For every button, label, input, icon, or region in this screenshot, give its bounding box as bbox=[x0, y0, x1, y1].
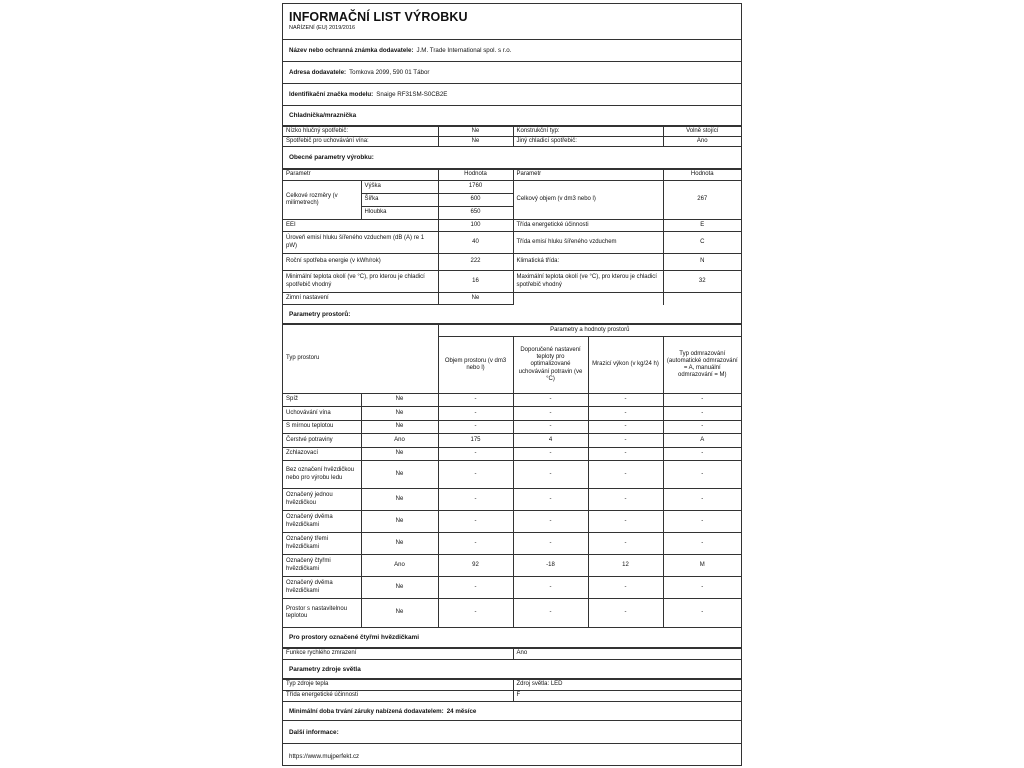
compartment-name: Čerstvé potraviny bbox=[283, 434, 361, 448]
noise-class-label: Třída emisí hluku šířeného vzduchem bbox=[513, 232, 663, 254]
fast-freeze-value: Ano bbox=[513, 649, 741, 660]
temperature-column-header: Doporučené nastavení teploty pro optimalizované uchovávání potravin (ve °C) bbox=[513, 337, 588, 394]
compartment-temperature: - bbox=[513, 533, 588, 555]
compartment-row bbox=[283, 461, 741, 489]
width-value: 600 bbox=[438, 194, 513, 207]
compartment-defrost-type: - bbox=[663, 394, 741, 407]
max-ambient-value: 32 bbox=[663, 271, 741, 293]
light-class-row bbox=[283, 691, 741, 702]
min-ambient-label: Minimální teplota okolí (ve °C), pro kterou je chladicí spotřebič vhodný bbox=[283, 271, 438, 293]
compartment-present: Ne bbox=[361, 461, 438, 489]
category-table bbox=[283, 126, 741, 147]
noise-class-value: C bbox=[663, 232, 741, 254]
winter-setting-value: Ne bbox=[438, 293, 513, 305]
compartment-name: S mírnou teplotou bbox=[283, 421, 361, 434]
supplier-name-row bbox=[283, 40, 741, 62]
compartment-volume: - bbox=[438, 461, 513, 489]
warranty-value: 24 měsíce bbox=[446, 707, 477, 715]
energy-class-value: E bbox=[663, 220, 741, 232]
compartment-row bbox=[283, 421, 741, 434]
compartment-row bbox=[283, 599, 741, 628]
compartment-freezing-capacity: - bbox=[588, 434, 663, 448]
category-row bbox=[283, 127, 741, 137]
eei-value: 100 bbox=[438, 220, 513, 232]
compartment-volume: - bbox=[438, 511, 513, 533]
volume-column-header: Objem prostoru (v dm3 nebo l) bbox=[438, 337, 513, 394]
compartment-volume: - bbox=[438, 448, 513, 461]
compartment-volume: - bbox=[438, 577, 513, 599]
design-type-value: Volně stojící bbox=[663, 127, 741, 137]
compartment-row bbox=[283, 489, 741, 511]
four-star-heading: Pro prostory označené čtyřmi hvězdičkami bbox=[283, 628, 741, 648]
eei-row bbox=[283, 220, 741, 232]
compartment-freezing-capacity: - bbox=[588, 533, 663, 555]
compartment-defrost-type: - bbox=[663, 461, 741, 489]
param-header: Parametr bbox=[283, 170, 438, 181]
winter-setting-label: Zimní nastavení bbox=[283, 293, 438, 305]
compartment-present: Ne bbox=[361, 577, 438, 599]
compartment-row bbox=[283, 434, 741, 448]
depth-value: 650 bbox=[438, 207, 513, 220]
empty-cell bbox=[663, 293, 741, 305]
height-value: 1760 bbox=[438, 181, 513, 194]
other-info-heading: Další informace: bbox=[283, 721, 741, 744]
compartment-present: Ne bbox=[361, 407, 438, 421]
value-header-2: Hodnota bbox=[663, 170, 741, 181]
height-label: Výška bbox=[361, 181, 438, 194]
four-star-table bbox=[283, 648, 741, 660]
compartment-volume: - bbox=[438, 394, 513, 407]
compartment-table bbox=[283, 324, 741, 628]
compartment-params-heading: Parametry prostorů: bbox=[283, 305, 741, 324]
compartment-present: Ne bbox=[361, 511, 438, 533]
compartment-defrost-type: M bbox=[663, 555, 741, 577]
model-id-row bbox=[283, 84, 741, 106]
annual-energy-value: 222 bbox=[438, 254, 513, 271]
light-source-table bbox=[283, 679, 741, 702]
compartment-name: Uchovávání vína bbox=[283, 407, 361, 421]
light-class-label: Třída energetické účinnosti bbox=[283, 691, 513, 702]
compartment-defrost-type: - bbox=[663, 407, 741, 421]
category-heading: Chladnička/mraznička bbox=[283, 106, 741, 126]
compartment-freezing-capacity: - bbox=[588, 407, 663, 421]
compartment-temperature: - bbox=[513, 407, 588, 421]
supplier-address-value: Tomkova 2099, 590 01 Tábor bbox=[349, 69, 430, 76]
dimension-row-height bbox=[283, 181, 741, 194]
compartment-freezing-capacity: 12 bbox=[588, 555, 663, 577]
fast-freeze-label: Funkce rychlého zmrazení bbox=[283, 649, 513, 660]
compartment-present: Ano bbox=[361, 555, 438, 577]
compartment-temperature: -18 bbox=[513, 555, 588, 577]
general-params-heading: Obecné parametry výrobku: bbox=[283, 147, 741, 169]
energy-class-label: Třída energetické účinnosti bbox=[513, 220, 663, 232]
website-link[interactable]: https://www.mujperfekt.cz bbox=[289, 752, 360, 760]
compartment-name: Spíž bbox=[283, 394, 361, 407]
compartment-present: Ne bbox=[361, 421, 438, 434]
compartment-temperature: - bbox=[513, 577, 588, 599]
compartment-volume: - bbox=[438, 489, 513, 511]
compartment-volume: - bbox=[438, 599, 513, 628]
compartment-row bbox=[283, 511, 741, 533]
total-dimensions-label: Celkové rozměry (v milimetrech) bbox=[283, 181, 361, 220]
compartment-defrost-type: - bbox=[663, 489, 741, 511]
compartment-freezing-capacity: - bbox=[588, 489, 663, 511]
light-type-value: Zdroj světla: LED bbox=[513, 680, 741, 691]
defrost-type-column-header: Typ odmrazování (automatické odmrazování = A, manuální odmrazování = M) bbox=[663, 337, 741, 394]
url-row bbox=[283, 744, 741, 768]
compartment-freezing-capacity: - bbox=[588, 511, 663, 533]
general-params-table bbox=[283, 169, 741, 305]
supplier-name-label: Název nebo ochranná známka dodavatele: bbox=[289, 47, 414, 54]
compartment-values-header: Parametry a hodnoty prostorů bbox=[438, 325, 741, 337]
compartment-temperature: - bbox=[513, 599, 588, 628]
compartment-defrost-type: - bbox=[663, 577, 741, 599]
compartment-row bbox=[283, 448, 741, 461]
annual-energy-label: Roční spotřeba energie (v kWh/rok) bbox=[283, 254, 438, 271]
compartment-present: Ne bbox=[361, 489, 438, 511]
min-ambient-value: 16 bbox=[438, 271, 513, 293]
light-type-row bbox=[283, 680, 741, 691]
compartment-freezing-capacity: - bbox=[588, 577, 663, 599]
supplier-address-label: Adresa dodavatele: bbox=[289, 69, 347, 76]
low-noise-value: Ne bbox=[438, 127, 513, 137]
low-noise-label: Nízko hlučný spotřebič: bbox=[283, 127, 438, 137]
page-title: INFORMAČNÍ LIST VÝROBKU bbox=[289, 10, 468, 24]
compartment-temperature: - bbox=[513, 461, 588, 489]
design-type-label: Konstrukční typ: bbox=[513, 127, 663, 137]
compartment-defrost-type: - bbox=[663, 448, 741, 461]
compartment-present: Ne bbox=[361, 394, 438, 407]
compartment-temperature: 4 bbox=[513, 434, 588, 448]
compartment-defrost-type: - bbox=[663, 533, 741, 555]
light-class-value: F bbox=[513, 691, 741, 702]
compartment-temperature: - bbox=[513, 394, 588, 407]
compartment-defrost-type: A bbox=[663, 434, 741, 448]
noise-emission-value: 40 bbox=[438, 232, 513, 254]
compartment-temperature: - bbox=[513, 489, 588, 511]
other-appliance-label: Jiný chladicí spotřebič: bbox=[513, 137, 663, 147]
width-label: Šířka bbox=[361, 194, 438, 207]
compartment-name: Zchlazovací bbox=[283, 448, 361, 461]
compartment-volume: - bbox=[438, 407, 513, 421]
compartment-volume: 175 bbox=[438, 434, 513, 448]
compartment-defrost-type: - bbox=[663, 511, 741, 533]
light-source-heading: Parametry zdroje světla bbox=[283, 660, 741, 679]
compartment-present: Ano bbox=[361, 434, 438, 448]
compartment-volume: - bbox=[438, 533, 513, 555]
compartment-row bbox=[283, 577, 741, 599]
model-id-value: Snaige RF31SM-S0CB2E bbox=[376, 91, 448, 98]
light-type-label: Typ zdroje tepla bbox=[283, 680, 513, 691]
compartment-freezing-capacity: - bbox=[588, 599, 663, 628]
param-header-2: Parametr bbox=[513, 170, 663, 181]
fast-freeze-row bbox=[283, 649, 741, 660]
compartment-freezing-capacity: - bbox=[588, 461, 663, 489]
compartment-type-header: Typ prostoru bbox=[283, 325, 438, 394]
winter-setting-row bbox=[283, 293, 741, 305]
compartment-name: Označený dvěma hvězdičkami bbox=[283, 577, 361, 599]
model-id-label: Identifikační značka modelu: bbox=[289, 91, 374, 98]
compartment-name: Prostor s nastavitelnou teplotou bbox=[283, 599, 361, 628]
compartment-defrost-type: - bbox=[663, 421, 741, 434]
noise-emission-label: Úroveň emisí hluku šířeného vzduchem (dB (A) re 1 pW) bbox=[283, 232, 438, 254]
freezing-capacity-column-header: Mrazicí výkon (v kg/24 h) bbox=[588, 337, 663, 394]
compartment-row bbox=[283, 533, 741, 555]
empty-cell bbox=[513, 293, 663, 305]
warranty-row bbox=[283, 702, 741, 721]
compartment-row bbox=[283, 407, 741, 421]
regulation-reference: NAŘÍZENÍ (EU) 2019/2016 bbox=[289, 25, 356, 31]
max-ambient-label: Maximální teplota okolí (ve °C), pro kterou je chladicí spotřebič vhodný bbox=[513, 271, 663, 293]
compartment-present: Ne bbox=[361, 448, 438, 461]
compartment-defrost-type: - bbox=[663, 599, 741, 628]
climate-class-label: Klimatická třída: bbox=[513, 254, 663, 271]
eei-label: EEI bbox=[283, 220, 438, 232]
category-row bbox=[283, 137, 741, 147]
total-volume-label: Celkový objem (v dm3 nebo l) bbox=[513, 181, 663, 220]
total-volume-value: 267 bbox=[663, 181, 741, 220]
compartment-temperature: - bbox=[513, 448, 588, 461]
compartment-present: Ne bbox=[361, 599, 438, 628]
wine-storage-value: Ne bbox=[438, 137, 513, 147]
compartment-temperature: - bbox=[513, 511, 588, 533]
compartment-name: Bez označení hvězdičkou nebo pro výrobu ledu bbox=[283, 461, 361, 489]
value-header: Hodnota bbox=[438, 170, 513, 181]
title-block bbox=[283, 4, 741, 40]
compartment-row bbox=[283, 555, 741, 577]
noise-row bbox=[283, 232, 741, 254]
other-appliance-value: Ano bbox=[663, 137, 741, 147]
compartment-volume: 92 bbox=[438, 555, 513, 577]
supplier-address-row bbox=[283, 62, 741, 84]
general-header-row bbox=[283, 170, 741, 181]
supplier-name-value: J.M. Trade International spol. s r.o. bbox=[416, 47, 512, 54]
compartment-freezing-capacity: - bbox=[588, 394, 663, 407]
compartment-name: Označený čtyřmi hvězdičkami bbox=[283, 555, 361, 577]
compartment-freezing-capacity: - bbox=[588, 448, 663, 461]
compartment-rows bbox=[283, 394, 741, 628]
warranty-label: Minimální doba trvání záruky nabízená dodavatelem: bbox=[289, 707, 444, 715]
product-information-sheet bbox=[282, 3, 742, 766]
compartment-present: Ne bbox=[361, 533, 438, 555]
compartment-row bbox=[283, 394, 741, 407]
ambient-temp-row bbox=[283, 271, 741, 293]
wine-storage-label: Spotřebič pro uchovávání vína: bbox=[283, 137, 438, 147]
climate-class-value: N bbox=[663, 254, 741, 271]
compartment-temperature: - bbox=[513, 421, 588, 434]
compartment-volume: - bbox=[438, 421, 513, 434]
compartment-freezing-capacity: - bbox=[588, 421, 663, 434]
compartment-name: Označený jednou hvězdičkou bbox=[283, 489, 361, 511]
compartment-name: Označený třemi hvězdičkami bbox=[283, 533, 361, 555]
depth-label: Hloubka bbox=[361, 207, 438, 220]
energy-consumption-row bbox=[283, 254, 741, 271]
compartment-name: Označený dvěma hvězdičkami bbox=[283, 511, 361, 533]
compartment-group-header-row bbox=[283, 325, 741, 337]
